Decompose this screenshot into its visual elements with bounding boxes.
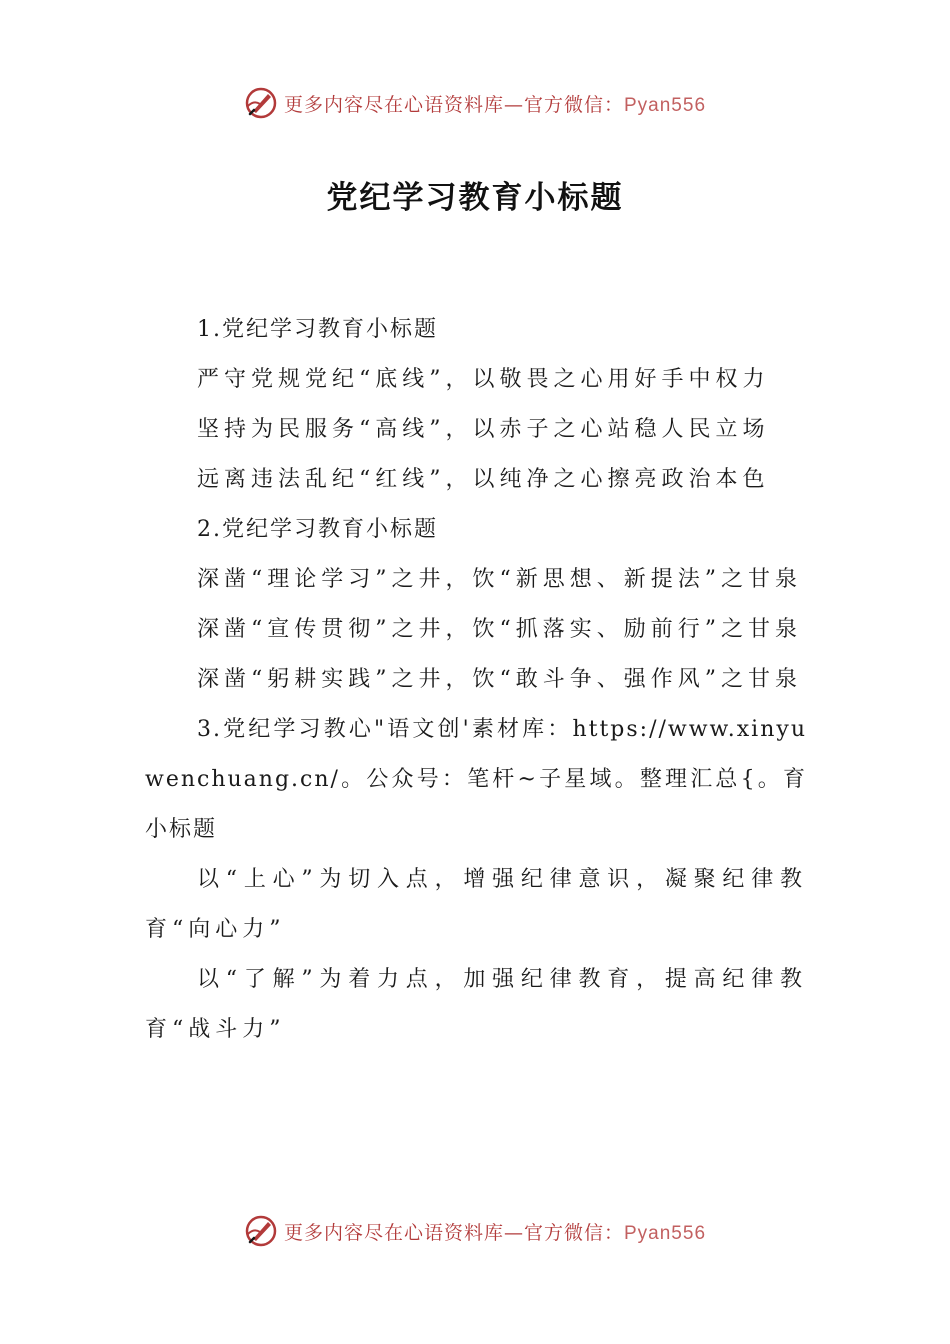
- document-title: 党纪学习教育小标题: [326, 180, 624, 216]
- paragraph-line: 远离违法乱纪“红线”，以纯净之心擦亮政治本色: [197, 467, 770, 492]
- watermark-text: 更多内容尽在心语资料库—官方微信：Pyan556: [283, 1221, 707, 1244]
- watermark-header: [0, 83, 950, 123]
- section-heading: 1.党纪学习教育小标题: [197, 317, 438, 342]
- watermark-text: 更多内容尽在心语资料库—官方微信：Pyan556: [283, 93, 707, 116]
- watermark-footer: [0, 1211, 950, 1251]
- paragraph-line: 深凿“宣传贯彻”之井，饮“抓落实、励前行”之甘泉: [197, 617, 802, 642]
- paragraph-line: 以“了解”为着力点，加强纪律教育，提高纪律教育“战斗力”: [145, 967, 807, 1042]
- watermark-handle: Pyan556: [624, 94, 707, 116]
- paragraph-line: 以“上心”为切入点，增强纪律意识，凝聚纪律教育“向心力”: [145, 867, 807, 942]
- paragraph-line: 坚持为民服务“高线”，以赤子之心站稳人民立场: [197, 417, 770, 442]
- paragraph-line: 深凿“理论学习”之井，饮“新思想、新提法”之甘泉: [197, 567, 802, 592]
- quill-pen-logo-icon: [244, 86, 278, 120]
- paragraph-line: 深凿“躬耕实践”之井，饮“敢斗争、强作风”之甘泉: [197, 667, 802, 692]
- watermark-handle: Pyan556: [624, 1222, 707, 1244]
- section-heading: 3.党纪学习教心"语文创'素材库：https://www.xinyuwenchuang.cn/。公众号：笔杆~子星域。整理汇总{。育小标题: [145, 717, 807, 842]
- document-body: [145, 305, 807, 1055]
- section-heading: 2.党纪学习教育小标题: [197, 517, 438, 542]
- quill-pen-logo-icon: [244, 1214, 278, 1248]
- paragraph-line: 严守党规党纪“底线”，以敬畏之心用好手中权力: [197, 367, 770, 392]
